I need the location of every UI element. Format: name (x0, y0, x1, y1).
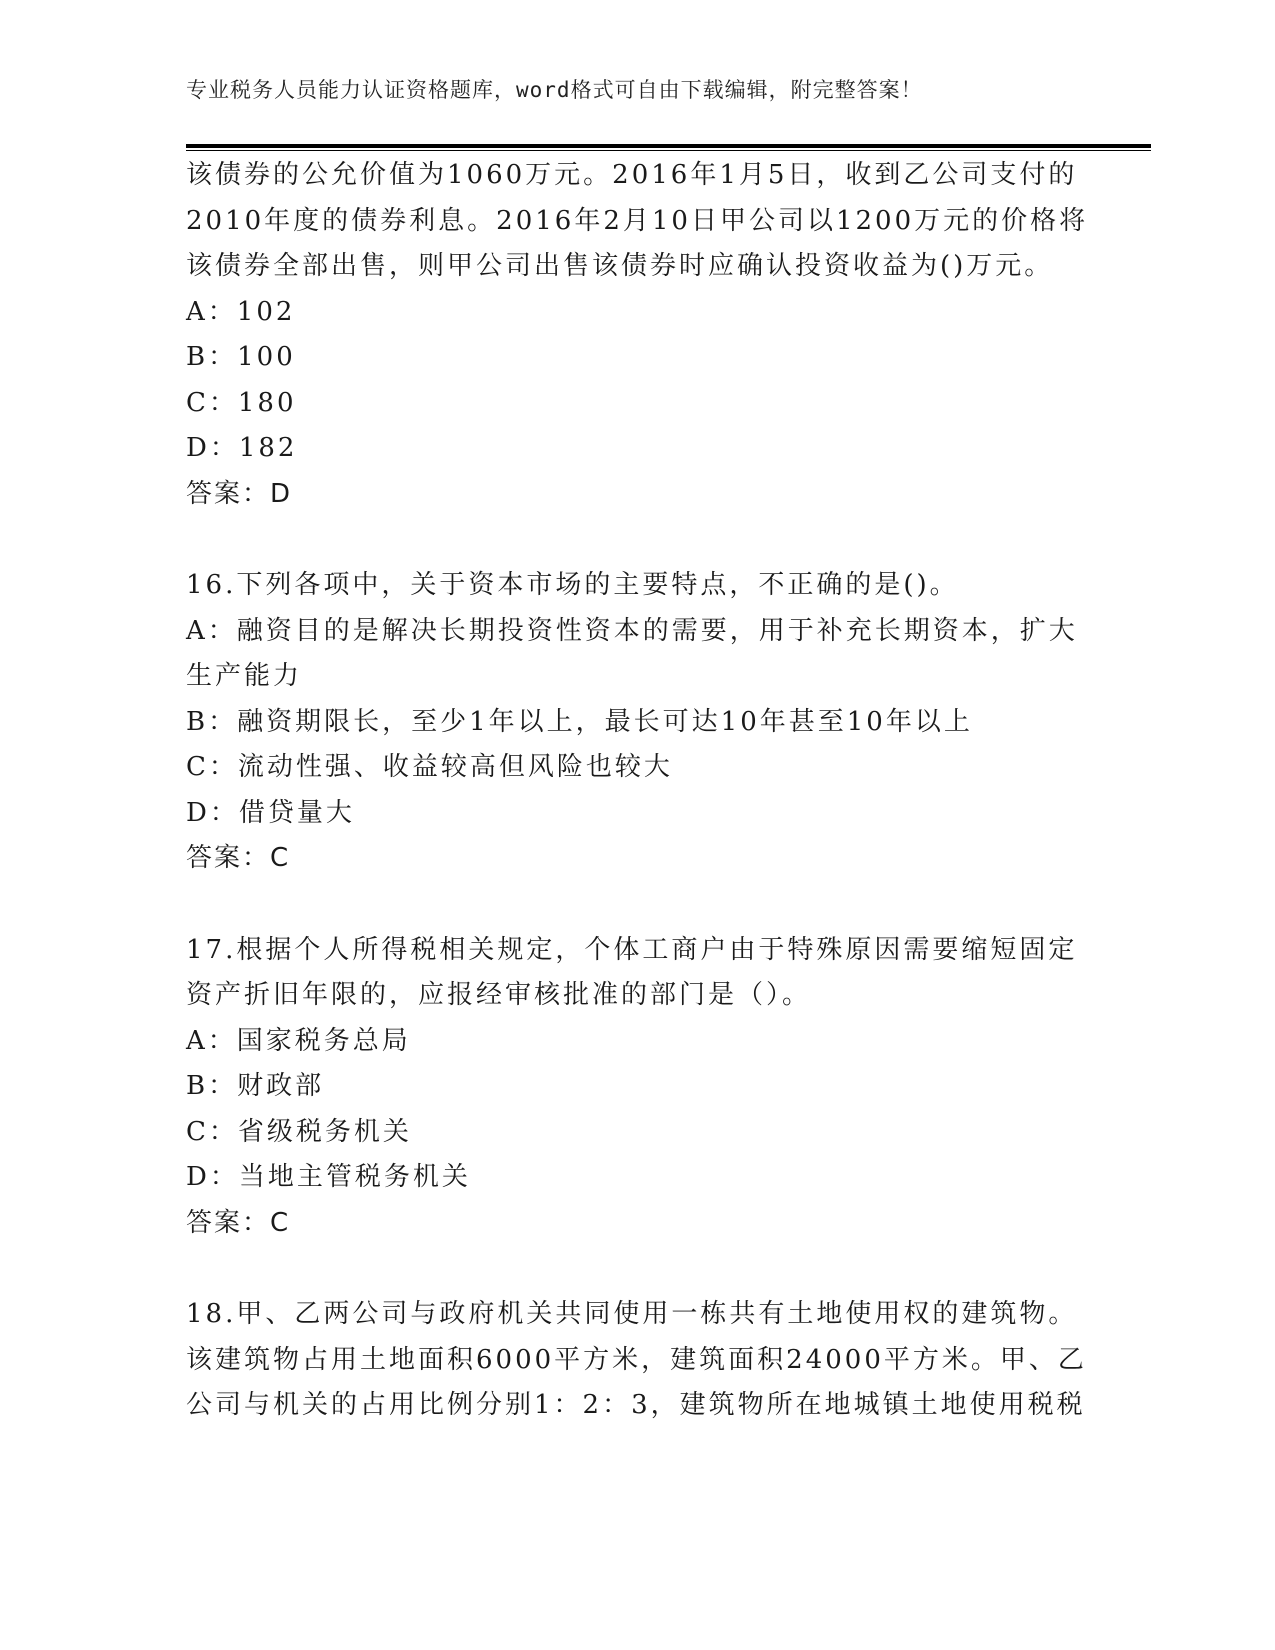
question-stem-line: 17.根据个人所得税相关规定，个体工商户由于特殊原因需要缩短固定 (186, 934, 1078, 965)
question-stem-line: 该债券全部出售，则甲公司出售该债券时应确认投资收益为()万元。 (186, 251, 1054, 281)
answer-line: 答案：C (186, 1207, 291, 1238)
option-a: A：国家税务总局 (186, 1025, 411, 1056)
option-b: B：财政部 (186, 1071, 325, 1101)
answer-line: 答案：D (186, 478, 293, 509)
question-stem-line: 公司与机关的占用比例分别1：2：3，建筑物所在地城镇土地使用税税 (186, 1390, 1086, 1420)
option-c: C：流动性强、收益较高但风险也较大 (186, 752, 673, 782)
question-stem-line: 资产折旧年限的，应报经审核批准的部门是（）。 (186, 980, 812, 1010)
block-gap (186, 1246, 1086, 1292)
question-block (186, 928, 1086, 1247)
question-block (186, 1292, 1086, 1429)
question-block (186, 153, 1089, 517)
question-block (186, 563, 1086, 882)
block-gap (186, 882, 1086, 928)
question-stem-line: 16.下列各项中，关于资本市场的主要特点，不正确的是()。 (186, 570, 959, 600)
option-b: B：100 (186, 342, 296, 372)
option-c: C：180 (186, 387, 297, 418)
question-content (186, 153, 1089, 1429)
option-c: C：省级税务机关 (186, 1116, 412, 1147)
option-d: D：182 (186, 433, 298, 463)
option-a: A：融资目的是解决长期投资性资本的需要，用于补充长期资本，扩大 (186, 615, 1078, 646)
page-header: 专业税务人员能力认证资格题库，word格式可自由下载编辑，附完整答案！ (186, 78, 923, 102)
option-d: D：当地主管税务机关 (186, 1162, 471, 1192)
option-a-continued: 生产能力 (186, 661, 303, 691)
question-stem-line: 该建筑物占用土地面积6000平方米，建筑面积24000平方米。甲、乙 (186, 1344, 1087, 1375)
header-rule-thin (186, 150, 1151, 151)
question-stem-line: 该债券的公允价值为1060万元。2016年1月5日，收到乙公司支付的 (186, 160, 1078, 190)
header-rule-thick (186, 144, 1151, 148)
question-stem-line: 18.甲、乙两公司与政府机关共同使用一栋共有土地使用权的建筑物。 (186, 1299, 1078, 1329)
block-gap (186, 517, 1086, 563)
option-a: A：102 (186, 296, 296, 327)
option-d: D：借贷量大 (186, 797, 355, 828)
question-stem-line: 2010年度的债券利息。2016年2月10日甲公司以1200万元的价格将 (186, 205, 1089, 236)
option-b: B：融资期限长，至少1年以上，最长可达10年甚至10年以上 (186, 706, 973, 737)
answer-line: 答案：C (186, 843, 291, 873)
